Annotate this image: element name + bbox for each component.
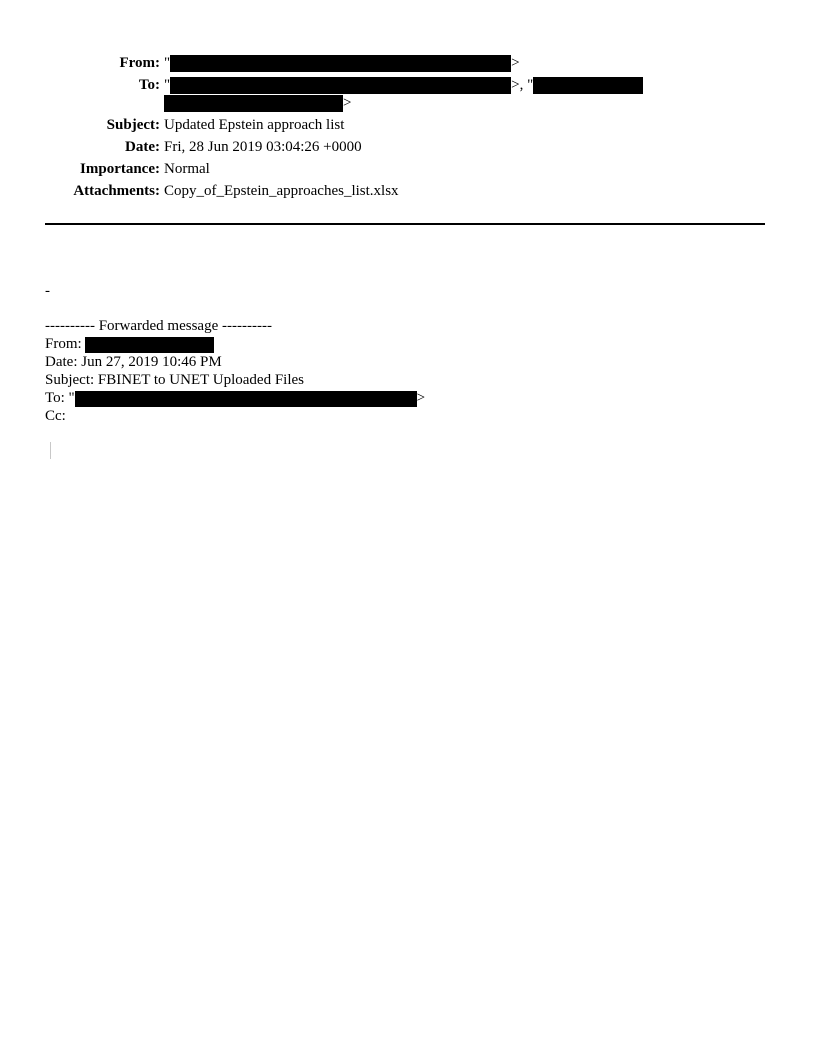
body-dash: - [45,283,50,299]
header-date-row [0,137,816,157]
header-subject-value: Updated Epstein approach list [164,117,345,133]
to-quote: " [164,77,171,93]
header-to-row [0,75,816,95]
from-close: > [511,55,520,71]
forwarded-to-label: To: " [45,390,75,406]
header-divider [45,223,765,225]
forwarded-from-label: From: [45,336,82,352]
attachment-link[interactable]: Copy_of_Epstein_approaches_list.xlsx [164,183,399,199]
forwarded-date-line: Date: Jun 27, 2019 10:46 PM [45,354,222,370]
redaction-block [75,391,417,407]
to-close: > [343,95,352,111]
forwarded-from-line [45,335,214,353]
header-subject-label: Subject: [106,117,160,133]
redaction-block [170,77,511,94]
to-separator: >, " [511,77,534,93]
header-to-value [164,75,643,95]
header-from-value [164,53,520,73]
header-attachments-label: Attachments: [73,183,160,199]
forwarded-to-line [45,389,425,407]
header-to-value-continued [164,93,351,113]
forwarded-to-close: > [416,390,426,406]
forwarded-cc-line: Cc: [45,408,66,424]
header-importance-label: Importance: [80,161,160,177]
header-attachments-row [0,181,816,201]
header-from-row [0,53,816,73]
forwarded-message-marker: ---------- Forwarded message ---------- [45,318,272,334]
header-from-label: From: [119,55,160,71]
header-to-row-continued [0,93,816,113]
quote-bar [50,442,51,459]
header-date-label: Date: [125,139,160,155]
from-quote: " [164,55,171,71]
header-to-label: To: [138,77,160,93]
redaction-block [164,95,343,112]
redaction-block [85,337,214,353]
header-importance-row [0,159,816,179]
header-subject-row [0,115,816,135]
header-date-value: Fri, 28 Jun 2019 03:04:26 +0000 [164,139,362,155]
forwarded-subject-line: Subject: FBINET to UNET Uploaded Files [45,372,305,388]
redaction-block [170,55,511,72]
header-importance-value: Normal [164,161,210,177]
redaction-block [533,77,643,94]
